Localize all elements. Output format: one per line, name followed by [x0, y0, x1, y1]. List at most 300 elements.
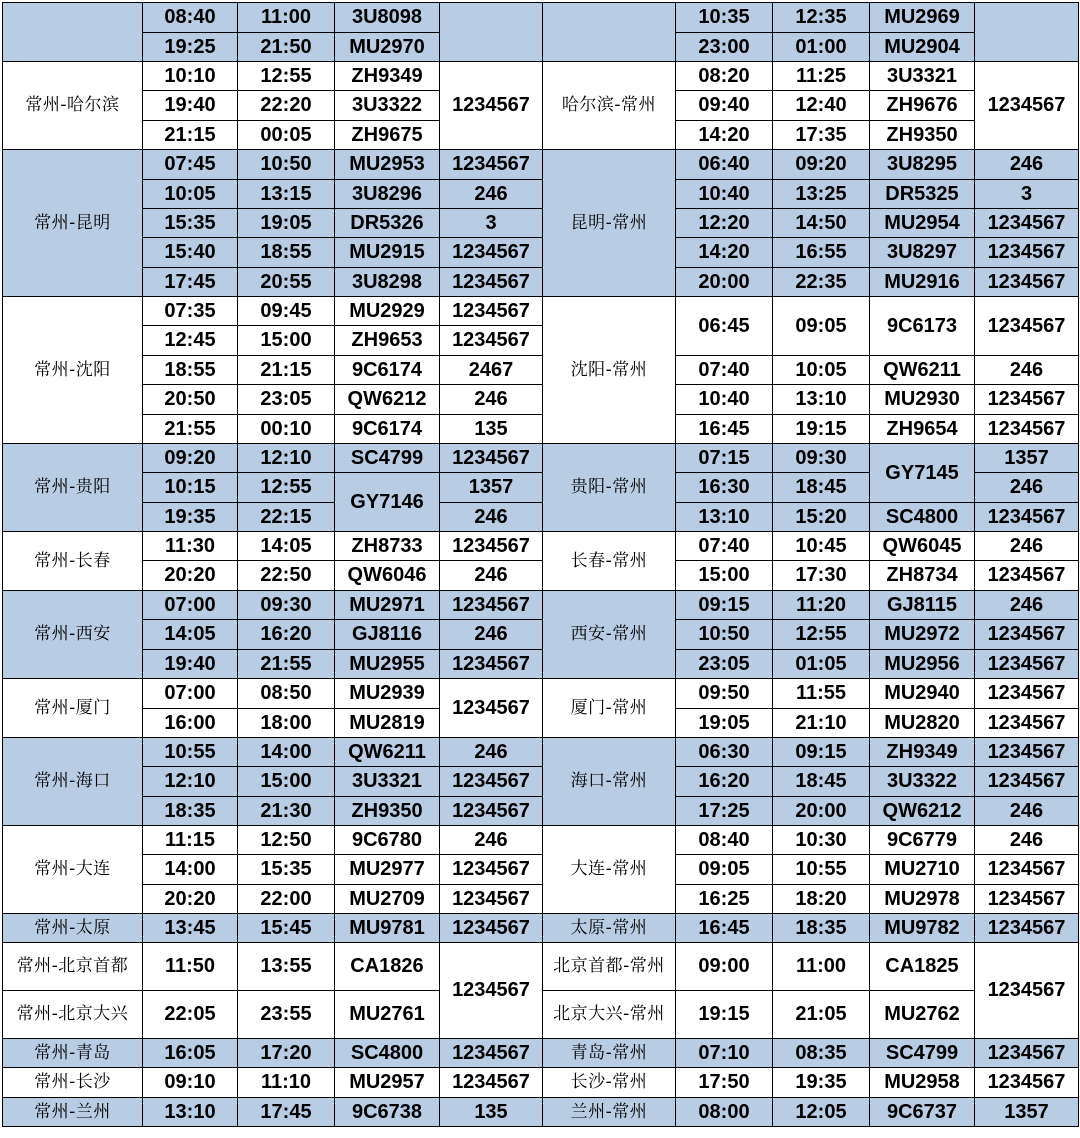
outbound-arr-time: 10:50 — [238, 150, 335, 180]
outbound-arr-time: 14:05 — [238, 532, 335, 561]
outbound-flight-no: SC4799 — [335, 444, 440, 473]
outbound-route: 常州-沈阳 — [3, 297, 143, 444]
schedule-row — [3, 1068, 1079, 1098]
outbound-arr-time: 12:55 — [238, 62, 335, 91]
outbound-arr-time: 13:15 — [238, 180, 335, 209]
return-days: 246 — [975, 797, 1079, 826]
outbound-arr-time: 13:55 — [238, 943, 335, 991]
schedule-row — [3, 767, 1079, 797]
return-days: 1234567 — [975, 855, 1079, 885]
outbound-dep-time: 11:15 — [143, 826, 238, 855]
outbound-route: 常州-海口 — [3, 738, 143, 826]
outbound-dep-time: 07:35 — [143, 297, 238, 326]
outbound-route — [3, 3, 143, 62]
return-route: 长春-常州 — [543, 532, 676, 591]
outbound-dep-time: 12:10 — [143, 767, 238, 797]
return-days: 1234567 — [975, 268, 1079, 297]
return-flight-no: 3U3322 — [870, 767, 975, 797]
return-dep-time: 14:20 — [676, 238, 773, 268]
outbound-flight-no: MU2957 — [335, 1068, 440, 1098]
return-arr-time: 21:10 — [773, 709, 870, 738]
return-dep-time: 19:15 — [676, 991, 773, 1039]
outbound-dep-time: 14:05 — [143, 620, 238, 650]
outbound-arr-time: 21:30 — [238, 797, 335, 826]
outbound-days: 135 — [440, 415, 543, 444]
outbound-arr-time: 00:10 — [238, 415, 335, 444]
outbound-arr-time: 23:05 — [238, 385, 335, 415]
outbound-days: 1234567 — [440, 268, 543, 297]
return-dep-time: 16:25 — [676, 885, 773, 914]
return-route: 海口-常州 — [543, 738, 676, 826]
return-dep-time: 06:45 — [676, 297, 773, 356]
outbound-dep-time: 08:40 — [143, 3, 238, 33]
outbound-arr-time: 17:45 — [238, 1098, 335, 1127]
return-flight-no: MU2904 — [870, 33, 975, 62]
return-arr-time: 10:05 — [773, 356, 870, 385]
outbound-flight-no: MU2953 — [335, 150, 440, 180]
return-days: 246 — [975, 532, 1079, 561]
return-days: 1234567 — [975, 62, 1079, 150]
outbound-arr-time: 08:50 — [238, 679, 335, 709]
return-flight-no: QW6045 — [870, 532, 975, 561]
return-route: 大连-常州 — [543, 826, 676, 914]
outbound-flight-no: 3U3322 — [335, 91, 440, 121]
return-flight-no: SC4800 — [870, 503, 975, 532]
schedule-row — [3, 591, 1079, 620]
return-flight-no: 3U8297 — [870, 238, 975, 268]
outbound-arr-time: 15:35 — [238, 855, 335, 885]
outbound-dep-time: 07:00 — [143, 591, 238, 620]
return-arr-time: 13:10 — [773, 385, 870, 415]
return-arr-time: 22:35 — [773, 268, 870, 297]
outbound-dep-time: 21:55 — [143, 415, 238, 444]
return-days: 1234567 — [975, 650, 1079, 679]
outbound-days — [440, 3, 543, 62]
return-days: 1234567 — [975, 620, 1079, 650]
return-dep-time: 10:40 — [676, 180, 773, 209]
return-dep-time: 20:00 — [676, 268, 773, 297]
return-days: 1234567 — [975, 561, 1079, 591]
return-days: 1357 — [975, 1098, 1079, 1127]
outbound-arr-time: 09:30 — [238, 591, 335, 620]
outbound-dep-time: 19:35 — [143, 503, 238, 532]
outbound-days: 3 — [440, 209, 543, 238]
return-arr-time: 16:55 — [773, 238, 870, 268]
outbound-flight-no: 9C6780 — [335, 826, 440, 855]
return-arr-time: 19:15 — [773, 415, 870, 444]
schedule-row — [3, 679, 1079, 709]
return-days: 1234567 — [975, 238, 1079, 268]
return-flight-no: MU2762 — [870, 991, 975, 1039]
return-days: 1234567 — [975, 709, 1079, 738]
return-route: 厦门-常州 — [543, 679, 676, 738]
outbound-dep-time: 15:40 — [143, 238, 238, 268]
outbound-arr-time: 22:20 — [238, 91, 335, 121]
return-dep-time: 09:00 — [676, 943, 773, 991]
outbound-days: 1357 — [440, 473, 543, 503]
outbound-dep-time: 07:45 — [143, 150, 238, 180]
return-flight-no: MU9782 — [870, 914, 975, 943]
outbound-flight-no: GY7146 — [335, 473, 440, 532]
outbound-days: 1234567 — [440, 679, 543, 738]
outbound-days: 1234567 — [440, 650, 543, 679]
return-dep-time: 08:20 — [676, 62, 773, 91]
return-flight-no: MU2710 — [870, 855, 975, 885]
outbound-flight-no: ZH9349 — [335, 62, 440, 91]
outbound-flight-no: GJ8116 — [335, 620, 440, 650]
outbound-days: 1234567 — [440, 914, 543, 943]
return-days: 1234567 — [975, 738, 1079, 767]
return-dep-time: 09:50 — [676, 679, 773, 709]
return-arr-time: 18:35 — [773, 914, 870, 943]
outbound-dep-time: 14:00 — [143, 855, 238, 885]
outbound-dep-time: 15:35 — [143, 209, 238, 238]
outbound-arr-time: 21:55 — [238, 650, 335, 679]
return-dep-time: 15:00 — [676, 561, 773, 591]
outbound-arr-time: 15:45 — [238, 914, 335, 943]
outbound-dep-time: 11:30 — [143, 532, 238, 561]
schedule-body — [3, 3, 1079, 1127]
return-dep-time: 07:40 — [676, 356, 773, 385]
return-flight-no: ZH9654 — [870, 415, 975, 444]
return-flight-no: SC4799 — [870, 1039, 975, 1068]
return-route: 长沙-常州 — [543, 1068, 676, 1098]
outbound-dep-time: 11:50 — [143, 943, 238, 991]
outbound-arr-time: 17:20 — [238, 1039, 335, 1068]
return-route: 贵阳-常州 — [543, 444, 676, 532]
return-flight-no: MU2954 — [870, 209, 975, 238]
return-flight-no: 9C6779 — [870, 826, 975, 855]
return-days: 1234567 — [975, 1068, 1079, 1098]
outbound-days: 246 — [440, 826, 543, 855]
return-flight-no: MU2969 — [870, 3, 975, 33]
schedule-row — [3, 385, 1079, 415]
return-arr-time: 09:30 — [773, 444, 870, 473]
outbound-arr-time: 15:00 — [238, 767, 335, 797]
outbound-days: 246 — [440, 561, 543, 591]
return-dep-time: 16:20 — [676, 767, 773, 797]
return-arr-time: 15:20 — [773, 503, 870, 532]
outbound-flight-no: 3U8098 — [335, 3, 440, 33]
return-route: 昆明-常州 — [543, 150, 676, 297]
return-arr-time: 14:50 — [773, 209, 870, 238]
outbound-flight-no: QW6211 — [335, 738, 440, 767]
outbound-flight-no: MU2915 — [335, 238, 440, 268]
outbound-flight-no: 3U8296 — [335, 180, 440, 209]
outbound-arr-time: 11:10 — [238, 1068, 335, 1098]
outbound-route: 常州-青岛 — [3, 1039, 143, 1068]
schedule-row — [3, 885, 1079, 914]
outbound-flight-no: MU2761 — [335, 991, 440, 1039]
return-arr-time: 18:45 — [773, 473, 870, 503]
return-flight-no: CA1825 — [870, 943, 975, 991]
return-dep-time: 16:45 — [676, 914, 773, 943]
outbound-dep-time: 19:40 — [143, 650, 238, 679]
return-arr-time: 13:25 — [773, 180, 870, 209]
return-arr-time: 11:55 — [773, 679, 870, 709]
return-days: 1234567 — [975, 415, 1079, 444]
outbound-days: 246 — [440, 180, 543, 209]
outbound-flight-no: 9C6738 — [335, 1098, 440, 1127]
outbound-flight-no: ZH9653 — [335, 326, 440, 356]
return-route: 西安-常州 — [543, 591, 676, 679]
return-days: 1234567 — [975, 1039, 1079, 1068]
outbound-dep-time: 18:55 — [143, 356, 238, 385]
return-route: 太原-常州 — [543, 914, 676, 943]
return-arr-time: 21:05 — [773, 991, 870, 1039]
return-days: 1234567 — [975, 297, 1079, 356]
outbound-arr-time: 14:00 — [238, 738, 335, 767]
return-days: 1234567 — [975, 914, 1079, 943]
return-dep-time: 23:05 — [676, 650, 773, 679]
outbound-route: 常州-哈尔滨 — [3, 62, 143, 150]
outbound-arr-time: 18:55 — [238, 238, 335, 268]
return-days: 1234567 — [975, 385, 1079, 415]
outbound-arr-time: 22:50 — [238, 561, 335, 591]
outbound-route: 常州-兰州 — [3, 1098, 143, 1127]
outbound-flight-no: MU2977 — [335, 855, 440, 885]
return-dep-time: 12:20 — [676, 209, 773, 238]
return-arr-time: 11:20 — [773, 591, 870, 620]
outbound-dep-time: 10:05 — [143, 180, 238, 209]
return-route: 哈尔滨-常州 — [543, 62, 676, 150]
outbound-flight-no: MU2819 — [335, 709, 440, 738]
return-days: 246 — [975, 591, 1079, 620]
outbound-flight-no: MU2970 — [335, 33, 440, 62]
return-flight-no: 9C6173 — [870, 297, 975, 356]
outbound-days: 1234567 — [440, 238, 543, 268]
outbound-route: 常州-北京首都 — [3, 943, 143, 991]
outbound-days: 1234567 — [440, 326, 543, 356]
schedule-row — [3, 620, 1079, 650]
outbound-flight-no: ZH9350 — [335, 797, 440, 826]
outbound-days: 1234567 — [440, 1068, 543, 1098]
outbound-flight-no: ZH8733 — [335, 532, 440, 561]
return-flight-no: 3U3321 — [870, 62, 975, 91]
outbound-flight-no: MU9781 — [335, 914, 440, 943]
outbound-flight-no: DR5326 — [335, 209, 440, 238]
flight-schedule-table — [2, 2, 1079, 1127]
return-route — [543, 3, 676, 62]
outbound-days: 1234567 — [440, 444, 543, 473]
return-flight-no: GY7145 — [870, 444, 975, 503]
schedule-row — [3, 1039, 1079, 1068]
schedule-row — [3, 855, 1079, 885]
outbound-route: 常州-太原 — [3, 914, 143, 943]
outbound-dep-time: 18:35 — [143, 797, 238, 826]
outbound-route: 常州-长沙 — [3, 1068, 143, 1098]
outbound-flight-no: MU2929 — [335, 297, 440, 326]
return-flight-no: QW6211 — [870, 356, 975, 385]
return-flight-no: MU2916 — [870, 268, 975, 297]
schedule-row — [3, 738, 1079, 767]
return-flight-no: 3U8295 — [870, 150, 975, 180]
outbound-dep-time: 10:15 — [143, 473, 238, 503]
return-flight-no: MU2956 — [870, 650, 975, 679]
return-route: 兰州-常州 — [543, 1098, 676, 1127]
return-days: 1234567 — [975, 679, 1079, 709]
return-days: 1234567 — [975, 885, 1079, 914]
outbound-arr-time: 18:00 — [238, 709, 335, 738]
return-arr-time: 18:20 — [773, 885, 870, 914]
return-dep-time: 16:30 — [676, 473, 773, 503]
return-dep-time: 07:40 — [676, 532, 773, 561]
outbound-days: 2467 — [440, 356, 543, 385]
return-arr-time: 09:05 — [773, 297, 870, 356]
return-dep-time: 16:45 — [676, 415, 773, 444]
return-dep-time: 17:50 — [676, 1068, 773, 1098]
schedule-row — [3, 268, 1079, 297]
return-arr-time: 10:55 — [773, 855, 870, 885]
schedule-row — [3, 943, 1079, 991]
outbound-dep-time: 22:05 — [143, 991, 238, 1039]
return-days: 246 — [975, 150, 1079, 180]
return-route: 北京大兴-常州 — [543, 991, 676, 1039]
return-dep-time: 19:05 — [676, 709, 773, 738]
schedule-row — [3, 356, 1079, 385]
outbound-route: 常州-贵阳 — [3, 444, 143, 532]
outbound-route: 常州-西安 — [3, 591, 143, 679]
outbound-arr-time: 15:00 — [238, 326, 335, 356]
return-arr-time: 17:30 — [773, 561, 870, 591]
outbound-arr-time: 12:10 — [238, 444, 335, 473]
outbound-arr-time: 21:15 — [238, 356, 335, 385]
schedule-row — [3, 503, 1079, 532]
return-arr-time: 12:35 — [773, 3, 870, 33]
outbound-days: 135 — [440, 1098, 543, 1127]
outbound-flight-no: 9C6174 — [335, 356, 440, 385]
outbound-flight-no: 3U8298 — [335, 268, 440, 297]
outbound-dep-time: 16:00 — [143, 709, 238, 738]
schedule-row — [3, 914, 1079, 943]
return-route: 沈阳-常州 — [543, 297, 676, 444]
return-arr-time: 09:20 — [773, 150, 870, 180]
schedule-row — [3, 415, 1079, 444]
schedule-row — [3, 1098, 1079, 1127]
return-days: 1234567 — [975, 209, 1079, 238]
outbound-days: 246 — [440, 738, 543, 767]
outbound-arr-time: 22:00 — [238, 885, 335, 914]
outbound-flight-no: MU2971 — [335, 591, 440, 620]
return-arr-time: 01:05 — [773, 650, 870, 679]
return-days: 1234567 — [975, 767, 1079, 797]
outbound-days: 1234567 — [440, 532, 543, 561]
return-days: 246 — [975, 356, 1079, 385]
outbound-dep-time: 20:50 — [143, 385, 238, 415]
outbound-flight-no: 3U3321 — [335, 767, 440, 797]
return-arr-time: 17:35 — [773, 121, 870, 150]
return-dep-time: 06:40 — [676, 150, 773, 180]
outbound-days: 1234567 — [440, 62, 543, 150]
return-dep-time: 08:00 — [676, 1098, 773, 1127]
return-dep-time: 09:40 — [676, 91, 773, 121]
return-days: 1357 — [975, 444, 1079, 473]
outbound-route: 常州-长春 — [3, 532, 143, 591]
outbound-route: 常州-大连 — [3, 826, 143, 914]
return-flight-no: MU2972 — [870, 620, 975, 650]
return-arr-time: 18:45 — [773, 767, 870, 797]
outbound-arr-time: 11:00 — [238, 3, 335, 33]
return-route: 青岛-常州 — [543, 1039, 676, 1068]
return-dep-time: 10:40 — [676, 385, 773, 415]
schedule-row — [3, 650, 1079, 679]
schedule-row — [3, 180, 1079, 209]
outbound-days: 1234567 — [440, 797, 543, 826]
outbound-flight-no: QW6212 — [335, 385, 440, 415]
return-flight-no: ZH8734 — [870, 561, 975, 591]
outbound-days: 1234567 — [440, 767, 543, 797]
outbound-flight-no: QW6046 — [335, 561, 440, 591]
return-flight-no: MU2940 — [870, 679, 975, 709]
outbound-dep-time: 13:10 — [143, 1098, 238, 1127]
return-dep-time: 08:40 — [676, 826, 773, 855]
schedule-row — [3, 561, 1079, 591]
outbound-days: 1234567 — [440, 1039, 543, 1068]
schedule-row — [3, 444, 1079, 473]
return-dep-time: 07:10 — [676, 1039, 773, 1068]
outbound-dep-time: 17:45 — [143, 268, 238, 297]
return-dep-time: 23:00 — [676, 33, 773, 62]
outbound-arr-time: 00:05 — [238, 121, 335, 150]
outbound-dep-time: 10:55 — [143, 738, 238, 767]
outbound-flight-no: MU2939 — [335, 679, 440, 709]
return-arr-time: 12:40 — [773, 91, 870, 121]
return-flight-no: MU2958 — [870, 1068, 975, 1098]
return-dep-time: 14:20 — [676, 121, 773, 150]
return-arr-time: 01:00 — [773, 33, 870, 62]
return-dep-time: 07:15 — [676, 444, 773, 473]
outbound-days: 1234567 — [440, 150, 543, 180]
outbound-flight-no: SC4800 — [335, 1039, 440, 1068]
schedule-row — [3, 826, 1079, 855]
outbound-dep-time: 09:10 — [143, 1068, 238, 1098]
outbound-days: 246 — [440, 620, 543, 650]
outbound-days: 246 — [440, 503, 543, 532]
outbound-flight-no: 9C6174 — [335, 415, 440, 444]
outbound-dep-time: 19:40 — [143, 91, 238, 121]
outbound-route: 常州-北京大兴 — [3, 991, 143, 1039]
schedule-row — [3, 3, 1079, 33]
outbound-arr-time: 19:05 — [238, 209, 335, 238]
return-dep-time: 10:35 — [676, 3, 773, 33]
return-flight-no: GJ8115 — [870, 591, 975, 620]
return-arr-time: 09:15 — [773, 738, 870, 767]
schedule-row — [3, 150, 1079, 180]
schedule-row — [3, 297, 1079, 326]
schedule-row — [3, 238, 1079, 268]
return-flight-no: DR5325 — [870, 180, 975, 209]
outbound-dep-time: 10:10 — [143, 62, 238, 91]
outbound-arr-time: 16:20 — [238, 620, 335, 650]
schedule-row — [3, 532, 1079, 561]
return-arr-time: 10:30 — [773, 826, 870, 855]
outbound-flight-no: MU2709 — [335, 885, 440, 914]
return-days: 246 — [975, 473, 1079, 503]
outbound-days: 1234567 — [440, 943, 543, 1039]
return-days — [975, 3, 1079, 62]
outbound-dep-time: 20:20 — [143, 885, 238, 914]
return-days: 3 — [975, 180, 1079, 209]
outbound-arr-time: 23:55 — [238, 991, 335, 1039]
outbound-dep-time: 19:25 — [143, 33, 238, 62]
outbound-arr-time: 21:50 — [238, 33, 335, 62]
return-days: 246 — [975, 826, 1079, 855]
outbound-days: 1234567 — [440, 297, 543, 326]
outbound-arr-time: 12:50 — [238, 826, 335, 855]
return-flight-no: ZH9349 — [870, 738, 975, 767]
return-dep-time: 10:50 — [676, 620, 773, 650]
outbound-flight-no: ZH9675 — [335, 121, 440, 150]
